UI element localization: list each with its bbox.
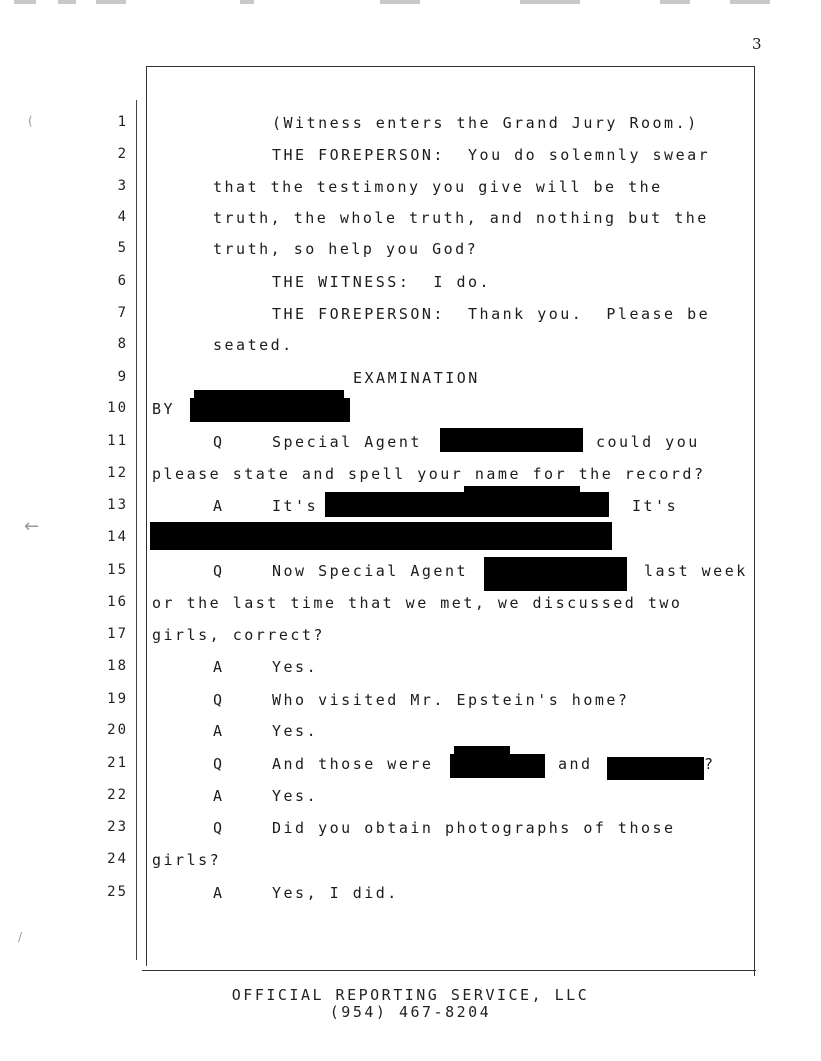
line-number: 5	[117, 240, 128, 256]
line-number: 10	[107, 400, 128, 416]
line-number: 21	[107, 755, 128, 771]
line-number: 15	[107, 562, 128, 578]
redaction-bar	[440, 428, 583, 452]
transcript-line-7: THE FOREPERSON: Thank you. Please be	[272, 305, 711, 323]
transcript-line-13: It's	[272, 497, 319, 515]
transcript-line-24: girls?	[152, 851, 222, 869]
speaker-q: Q	[213, 562, 225, 580]
transcript-line-2: THE FOREPERSON: You do solemnly swear	[272, 146, 711, 164]
line-number: 1	[117, 114, 128, 130]
line-number: 22	[107, 787, 128, 803]
transcript-line-8: seated.	[213, 336, 294, 354]
transcript-line-23: Did you obtain photographs of those	[272, 819, 676, 837]
line-number: 9	[117, 369, 128, 385]
transcript-line-25: Yes, I did.	[272, 884, 399, 902]
transcript-line-21-mid: and	[558, 755, 593, 773]
margin-scribble: (	[28, 114, 33, 128]
line-number: 12	[107, 465, 128, 481]
line-number: 13	[107, 497, 128, 513]
frame-left-border	[146, 66, 147, 966]
scan-edge-marks	[0, 0, 821, 6]
line-number: 8	[117, 336, 128, 352]
speaker-q: Q	[213, 691, 225, 709]
speaker-a: A	[213, 787, 225, 805]
line-number: 20	[107, 722, 128, 738]
redaction-bar	[607, 757, 704, 780]
redaction-bar	[150, 522, 612, 550]
line-number: 7	[117, 305, 128, 321]
frame-top-border	[146, 66, 754, 67]
transcript-line-12: please state and spell your name for the record?	[152, 465, 706, 483]
speaker-a: A	[213, 658, 225, 676]
transcript-line-18: Yes.	[272, 658, 319, 676]
transcript-line-10: BY	[152, 400, 176, 418]
transcript-line-19: Who visited Mr. Epstein's home?	[272, 691, 630, 709]
line-number: 6	[117, 273, 128, 289]
line-number: 2	[117, 146, 128, 162]
speaker-a: A	[213, 497, 225, 515]
transcript-line-15-end: last week	[644, 562, 748, 580]
transcript-line-11-end: could you	[596, 433, 700, 451]
transcript-line-4: truth, the whole truth, and nothing but the	[213, 209, 709, 227]
line-number: 17	[107, 626, 128, 642]
line-number: 18	[107, 658, 128, 674]
transcript-line-3: that the testimony you give will be the	[213, 178, 663, 196]
line-number: 3	[117, 178, 128, 194]
speaker-q: Q	[213, 819, 225, 837]
line-number: 25	[107, 884, 128, 900]
line-number: 16	[107, 594, 128, 610]
redaction-bar	[484, 557, 627, 591]
redaction-bar	[190, 398, 350, 422]
redaction-bar	[325, 492, 609, 517]
transcript-line-21: And those were	[272, 755, 434, 773]
page-number: 3	[752, 35, 762, 53]
transcript-line-20: Yes.	[272, 722, 319, 740]
transcript-line-16: or the last time that we met, we discussed two	[152, 594, 683, 612]
examination-heading: EXAMINATION	[353, 369, 480, 387]
line-number-gutter-rule	[136, 100, 137, 960]
redaction-bar	[194, 390, 344, 400]
speaker-a: A	[213, 722, 225, 740]
line-number: 24	[107, 851, 128, 867]
transcript-line-6: THE WITNESS: I do.	[272, 273, 492, 291]
transcript-line-21-end: ?	[704, 755, 716, 773]
redaction-bar	[464, 486, 580, 494]
line-number: 4	[117, 209, 128, 225]
speaker-q: Q	[213, 433, 225, 451]
line-number: 11	[107, 433, 128, 449]
footer-phone: (954) 467-8204	[329, 1003, 492, 1021]
footer-company: OFFICIAL REPORTING SERVICE, LLC	[231, 986, 590, 1004]
margin-scribble: /	[18, 930, 23, 944]
transcript-line-17: girls, correct?	[152, 626, 325, 644]
transcript-line-22: Yes.	[272, 787, 319, 805]
transcript-line-15: Now Special Agent	[272, 562, 469, 580]
transcript-line-1: (Witness enters the Grand Jury Room.)	[272, 114, 699, 132]
frame-bottom-border	[142, 970, 756, 971]
line-number: 23	[107, 819, 128, 835]
line-number: 14	[107, 529, 128, 545]
line-number: 19	[107, 691, 128, 707]
redaction-bar	[454, 746, 510, 756]
speaker-q: Q	[213, 755, 225, 773]
margin-arrow-mark: ←	[24, 516, 40, 537]
transcript-line-13-end: It's	[632, 497, 679, 515]
transcript-line-5: truth, so help you God?	[213, 240, 479, 258]
redaction-bar	[450, 754, 545, 778]
speaker-a: A	[213, 884, 225, 902]
frame-right-border	[754, 66, 755, 976]
transcript-line-11: Special Agent	[272, 433, 422, 451]
